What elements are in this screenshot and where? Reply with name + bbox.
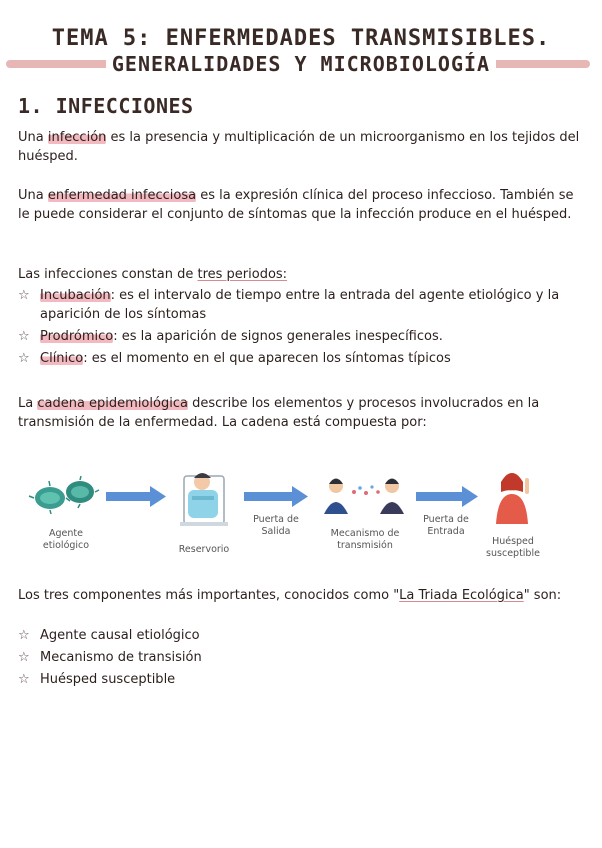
paragraph-triada-ecologica (18, 586, 582, 605)
list-item-huesped (18, 670, 584, 689)
star-outline-icon: ☆ (18, 628, 30, 643)
highlight-cadena-epidemiologica: cadena epidemiológica (37, 396, 188, 411)
list-item-mecanismo (18, 648, 584, 667)
paragraph-text: Una (18, 188, 48, 203)
triad-item-text: Mecanismo de transisión (40, 650, 202, 665)
paragraph-text: " son: (523, 588, 562, 603)
paragraph-text: Las infecciones constan de (18, 267, 198, 282)
highlight-infeccion: infección (47, 130, 107, 145)
star-outline-icon: ☆ (18, 672, 30, 687)
triad-item-text: Agente causal etiológico (40, 628, 200, 643)
list-item-agente-causal (18, 626, 584, 645)
term-description: : es el intervalo de tiempo entre la entrada del agente etiológico y la aparición de los síntomas (40, 288, 560, 322)
paragraph-text: Una (18, 130, 48, 145)
paragraph-enfermedad-infecciosa (18, 186, 582, 224)
paragraph-tres-periodos (18, 265, 582, 284)
list-item-prodromico (18, 327, 584, 346)
paragraph-infeccion (18, 128, 582, 166)
arrow-icon (106, 486, 166, 507)
label-huesped: Huésped susceptible (486, 536, 540, 559)
paragraph-cadena-epidemiologica (18, 394, 582, 432)
triad-item-text: Huésped susceptible (40, 672, 176, 687)
label-puerta-entrada: Puerta de Entrada (423, 514, 469, 537)
paragraph-text: Los tres componentes más importantes, conocidos como " (18, 588, 400, 603)
page-title-line2 (0, 52, 602, 76)
label-puerta-salida: Puerta de Salida (253, 514, 299, 537)
label-agente: Agente etiológico (42, 528, 90, 551)
triad-list (18, 626, 584, 692)
star-outline-icon: ☆ (18, 650, 30, 665)
term-description: : es el momento en el que aparecen los síntomas típicos (83, 351, 451, 366)
term-description: : es la aparición de signos generales inespecíficos. (113, 329, 443, 344)
star-outline-icon: ☆ (18, 351, 30, 366)
patient-in-bed-icon (180, 473, 228, 526)
term-incubacion: Incubación (40, 288, 111, 303)
periods-list (18, 286, 584, 371)
list-item-clinico (18, 349, 584, 368)
star-outline-icon: ☆ (18, 329, 30, 344)
paragraph-text: describe los elementos y procesos involucrados en la transmisión de la enfermedad. La cadena está compuesta por: (18, 396, 540, 430)
epidemiological-chain-diagram (20, 468, 580, 568)
page-title-line1: TEMA 5: ENFERMEDADES TRANSMISIBLES. (51, 26, 551, 51)
arrow-icon (416, 486, 478, 507)
underline-triada-ecologica: La Triada Ecológica (399, 588, 524, 603)
paragraph-text: es la presencia y multiplicación de un microorganismo en los tejidos del huésped. (18, 130, 580, 164)
woman-host-icon (496, 473, 529, 524)
term-prodromico: Prodrómico (40, 329, 114, 344)
star-outline-icon: ☆ (18, 288, 30, 303)
paragraph-text: es la expresión clínica del proceso infeccioso. También se le puede considerar el conjunto de síntomas que la infección produce en el huésped. (18, 188, 574, 222)
paragraph-text: La (18, 396, 38, 411)
bacteria-icon (29, 476, 99, 514)
term-clinico: Clínico (40, 351, 84, 366)
section-title: 1. INFECCIONES (18, 94, 194, 118)
underline-tres-periodos: tres periodos: (197, 267, 288, 282)
transmission-people-icon (324, 479, 404, 515)
arrow-icon (244, 486, 308, 507)
highlight-enfermedad-infecciosa: enfermedad infecciosa (47, 188, 197, 203)
label-mecanismo: Mecanismo de transmisión (330, 528, 400, 551)
list-item-incubacion (18, 286, 584, 324)
page-title-line2-text: GENERALIDADES Y MICROBIOLOGÍA (106, 52, 496, 76)
label-reservorio: Reservorio (178, 544, 230, 555)
